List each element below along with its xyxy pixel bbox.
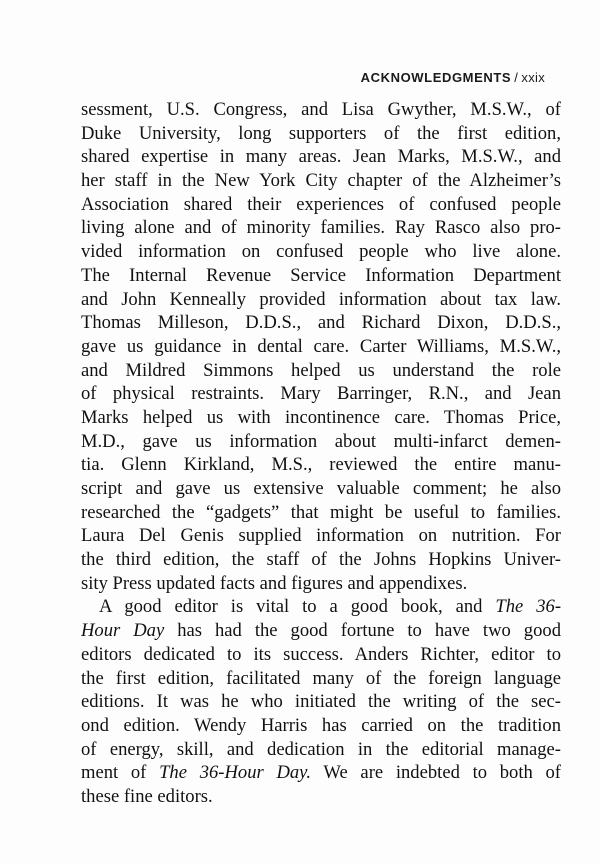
text-line: Association shared their experiences of confused people [81, 193, 561, 215]
text-line: Laura Del Genis supplied information on nutrition. For [81, 525, 561, 547]
text-line: Marks helped us with incontinence care. Thomas Price, [81, 406, 561, 428]
text-line [81, 761, 561, 785]
text-line: of energy, skill, and dedication in the editorial manage- [81, 738, 561, 760]
text-line: and John Kenneally provided information about tax law. [81, 288, 561, 310]
book-title-italic: The 36-Hour Day. [159, 762, 312, 784]
text-line: editors dedicated to its success. Anders Richter, editor to [81, 643, 561, 665]
text-line: shared expertise in many areas. Jean Marks, M.S.W., and [81, 146, 561, 168]
text-line: gave us guidance in dental care. Carter Williams, M.S.W., [81, 335, 561, 357]
text-line: researched the “gadgets” that might be useful to families. [81, 501, 561, 523]
book-title-italic: The 36- [495, 596, 561, 618]
text-line: Duke University, long supporters of the first edition, [81, 122, 561, 144]
text-line: her staff in the New York City chapter of the Alzheimer’s [81, 170, 561, 192]
text-line: living alone and of minority families. Ray Rasco also pro- [81, 217, 561, 239]
section-title: ACKNOWLEDGMENTS [360, 70, 512, 85]
text-line [81, 595, 561, 619]
text-line: ond edition. Wendy Harris has carried on the tradition [81, 714, 561, 736]
text-line: tia. Glenn Kirkland, M.S., reviewed the entire manu- [81, 454, 561, 476]
paragraph [81, 98, 561, 595]
book-title-italic: Hour Day [81, 620, 165, 642]
running-head [361, 70, 545, 85]
text-line: of physical restraints. Mary Barringer, R.N., and Jean [81, 383, 561, 405]
text-line: M.D., gave us information about multi-infarct demen- [81, 430, 561, 452]
text-line: the first edition, facilitated many of the foreign language [81, 667, 561, 689]
text-line [81, 619, 561, 643]
text-line: and Mildred Simmons helped us understand the role [81, 359, 561, 381]
paragraph [81, 595, 561, 808]
text-run: We are indebted to both of [311, 762, 561, 784]
page-number: xxix [521, 70, 545, 85]
text-line: editions. It was he who initiated the writing of the sec- [81, 691, 561, 713]
text-line: these fine editors. [81, 785, 213, 807]
text-run: A good editor is vital to a good book, and [99, 596, 496, 618]
header-separator: / [514, 70, 519, 85]
text-run: has had the good fortune to have two good [164, 620, 561, 642]
text-line: The Internal Revenue Service Information Department [81, 264, 561, 286]
text-line: sity Press updated facts and figures and appendixes. [81, 572, 468, 594]
text-line: sessment, U.S. Congress, and Lisa Gwyther, M.S.W., of [81, 99, 561, 120]
text-line: vided information on confused people who live alone. [81, 241, 561, 263]
text-run: ment of [81, 762, 160, 784]
text-line: Thomas Milleson, D.D.S., and Richard Dixon, D.D.S., [81, 312, 561, 334]
body-text [81, 98, 561, 809]
text-line: the third edition, the staff of the Johns Hopkins Univer- [81, 549, 561, 571]
text-line: script and gave us extensive valuable comment; he also [81, 478, 561, 499]
